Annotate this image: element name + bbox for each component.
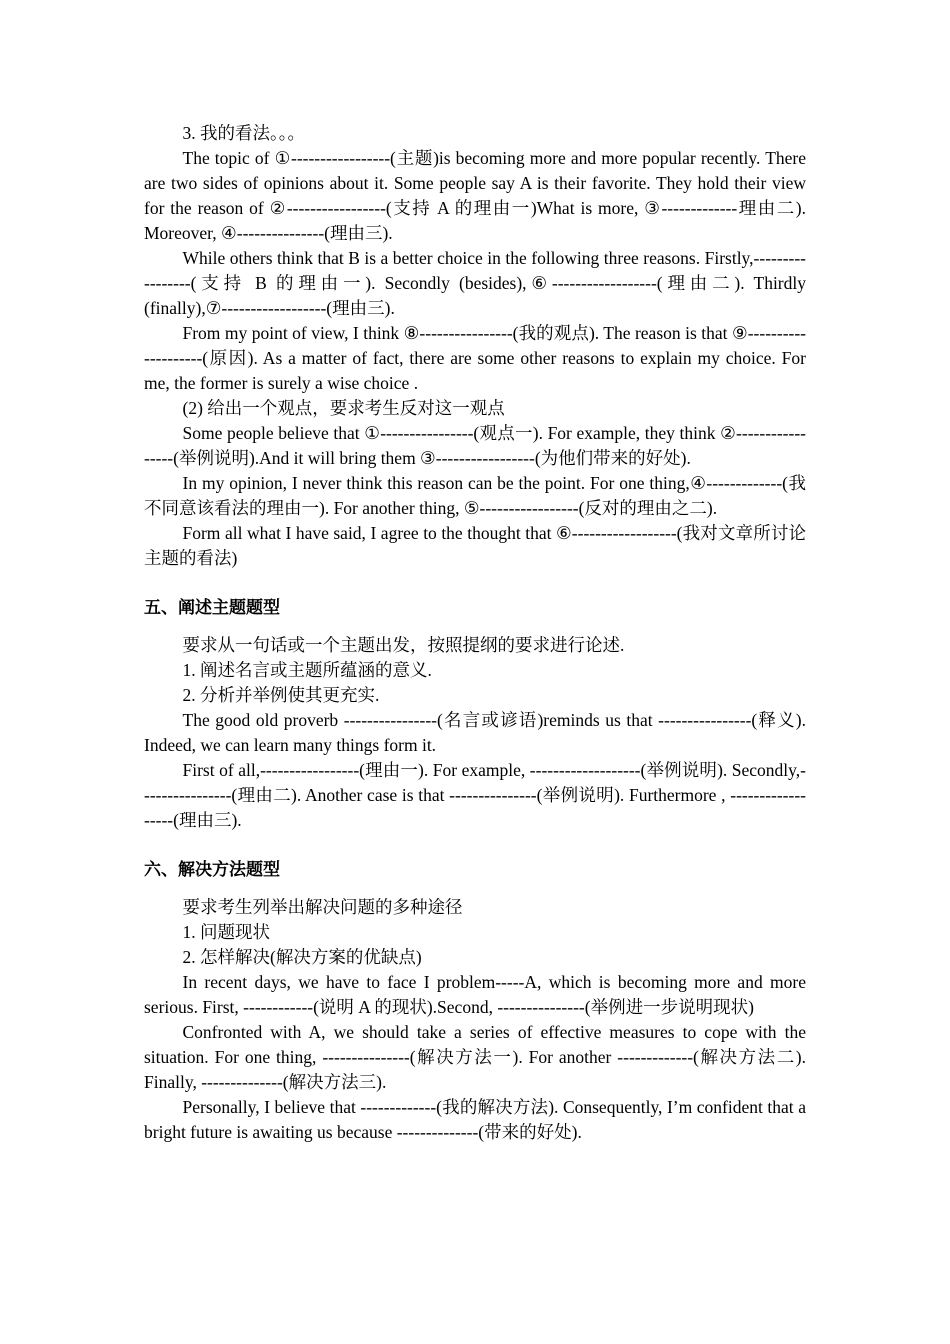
section-intro: 要求考生列举出解决问题的多种途径 [182, 897, 463, 917]
paragraph-measures: Confronted with A, we should take a series of effective measures to cope with the situation. For one thing, ---------------(解决方法一). For another -------------(解决方法二). Finally, --------------(解决方法三). [144, 1022, 806, 1092]
section-heading-solution: 六、解决方法题型 [144, 860, 280, 880]
list-item-my-view: 3. 我的看法。。。 [182, 123, 305, 143]
paragraph-topic: The topic of ①-----------------(主题)is becoming more and more popular recently. There are two sides of opinions about it. Some people say A is their favorite. They hold their view for the reason of ②-----------------(支持 A 的理由一)What is more, ③-------------理由二). Moreover, ④---------------(理由三). [144, 148, 806, 243]
paragraph-reasons: First of all,-----------------(理由一). For example, -------------------(举例说明). Secondly,----------------(理由二). Another case is that ---------------(举例说明). Furthermore , ------------------(理由三). [144, 760, 806, 830]
section-intro: 要求从一句话或一个主题出发，按照提纲的要求进行论述. [182, 635, 625, 655]
paragraph-some-people-believe: Some people believe that ①----------------(观点一). For example, they think ②-----------------(举例说明).And it will bring them ③-----------------(为他们带来的好处). [144, 423, 806, 468]
paragraph-conclusion: Form all what I have said, I agree to the thought that ⑥------------------(我对文章所讨论主题的看法) [144, 523, 806, 568]
list-item: 2. 怎样解决(解决方案的优缺点) [182, 947, 422, 967]
subheading-oppose-view: (2) 给出一个观点，要求考生反对这一观点 [182, 398, 505, 418]
list-item: 1. 阐述名言或主题所蕴涵的意义. [182, 660, 432, 680]
section-heading-elaborate-theme: 五、阐述主题题型 [144, 598, 280, 618]
paragraph-others-think: While others think that B is a better choice in the following three reasons. Firstly,-----------------(支持 B 的理由一). Secondly (besides),⑥------------------(理由二). Thirdly (finally),⑦------------------(理由三). [144, 248, 806, 318]
paragraph-proverb: The good old proverb ----------------(名言或谚语)reminds us that ----------------(释义). Indeed, we can learn many things form it. [144, 710, 806, 755]
paragraph-my-point-of-view: From my point of view, I think ⑧----------------(我的观点). The reason is that ⑨--------------------(原因). As a matter of fact, there are some other reasons to explain my choice. For me, the former is surely a wise choice . [144, 323, 806, 393]
paragraph-in-my-opinion: In my opinion, I never think this reason can be the point. For one thing,④-------------(我不同意该看法的理由一). For another thing, ⑤-----------------(反对的理由之二). [144, 473, 806, 518]
list-item: 1. 问题现状 [182, 922, 270, 942]
paragraph-problem: In recent days, we have to face I problem-----A, which is becoming more and more serious. First, ------------(说明 A 的现状).Second, ---------------(举例进一步说明现状) [144, 972, 806, 1017]
list-item: 2. 分析并举例使其更充实. [182, 685, 380, 705]
paragraph-personal-solution: Personally, I believe that -------------(我的解决方法). Consequently, I’m confident that a bright future is awaiting us because --------------(带来的好处). [144, 1097, 806, 1142]
document-page [144, 121, 806, 1145]
